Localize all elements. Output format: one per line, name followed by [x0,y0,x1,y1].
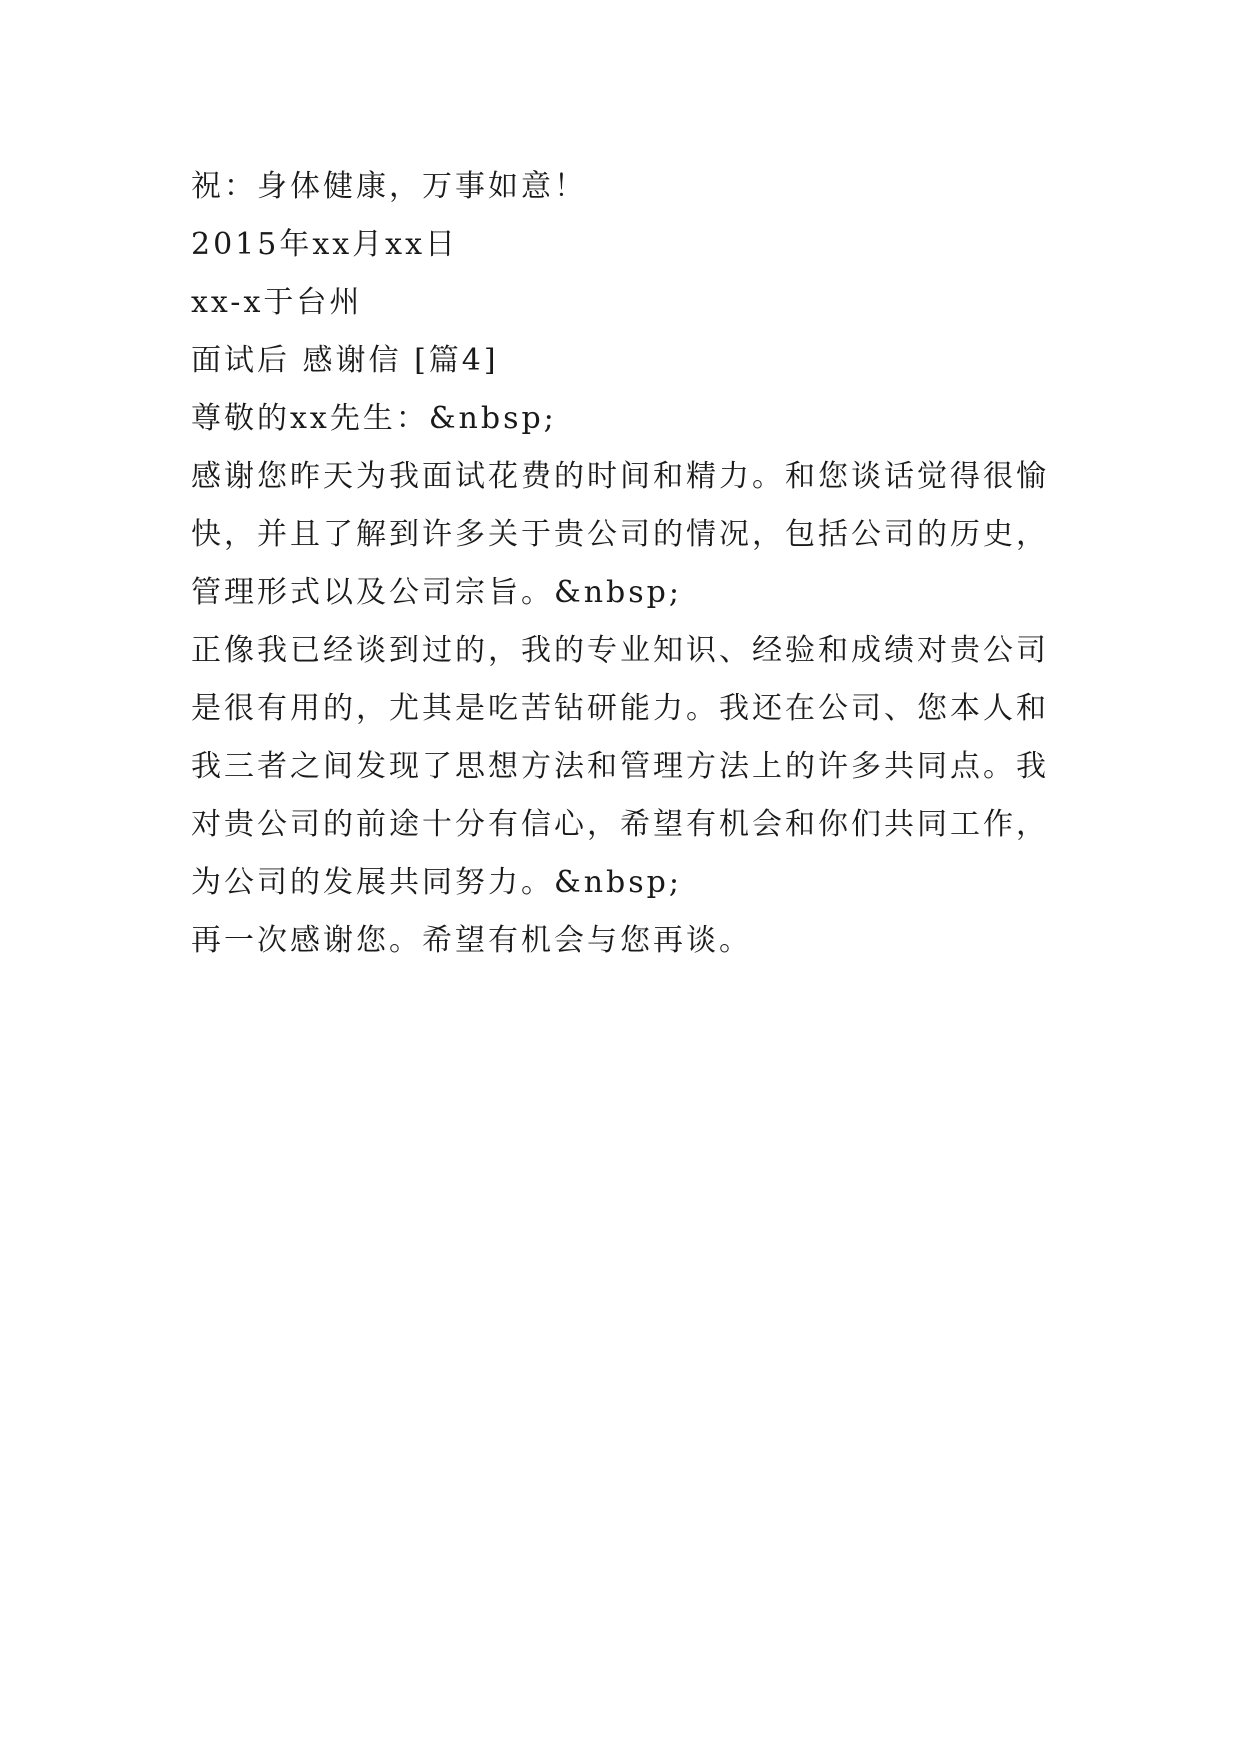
paragraph-line: 对贵公司的前途十分有信心，希望有机会和你们共同工作， [191,807,1049,842]
paragraph-line: 我三者之间发现了思想方法和管理方法上的许多共同点。我 [191,749,1049,784]
closing-line: 再一次感谢您。希望有机会与您再谈。 [191,923,752,958]
section-heading: 面试后 感谢信 [篇4] [191,343,499,378]
paragraph-line: 正像我已经谈到过的，我的专业知识、经验和成绩对贵公司 [191,633,1049,668]
salutation: 尊敬的xx先生：&nbsp; [191,401,557,436]
paragraph-line: 快，并且了解到许多关于贵公司的情况，包括公司的历史， [191,517,1049,552]
paragraph-line: 为公司的发展共同努力。&nbsp; [191,865,682,900]
signature-place: xx-x于台州 [191,285,363,320]
date-line: 2015年xx月xx日 [191,227,459,262]
paragraph-line: 管理形式以及公司宗旨。&nbsp; [191,575,682,610]
letter-body [191,158,1071,970]
closing-wish: 祝：身体健康，万事如意！ [191,169,587,204]
paragraph-line: 是很有用的，尤其是吃苦钻研能力。我还在公司、您本人和 [191,691,1049,726]
paragraph-line: 感谢您昨天为我面试花费的时间和精力。和您谈话觉得很愉 [191,459,1049,494]
